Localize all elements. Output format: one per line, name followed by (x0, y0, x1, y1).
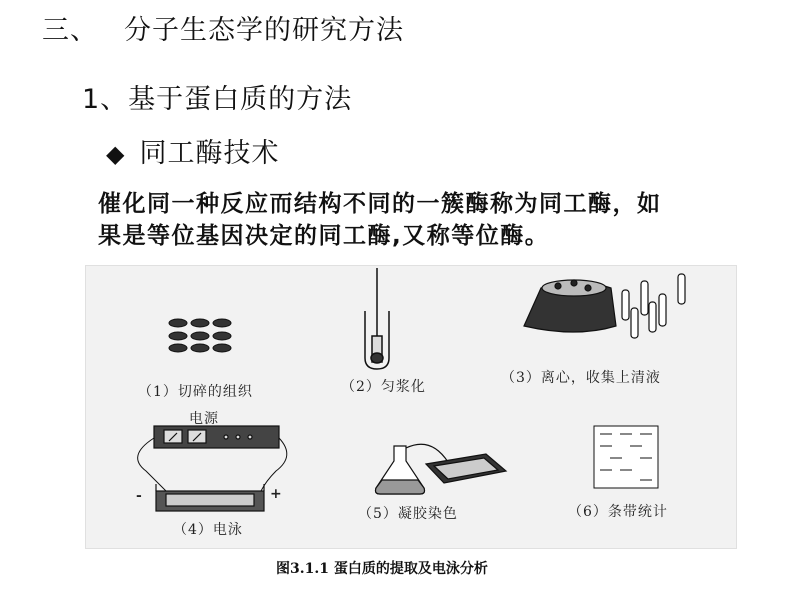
homogenizer-tube-icon (365, 268, 389, 369)
subsection-heading: 1、基于蛋白质的方法 (82, 84, 353, 115)
power-label: 电源 (189, 411, 219, 427)
bullet-heading (106, 131, 279, 170)
step-5-label: （5）凝胶染色 (358, 506, 458, 522)
section-title: 分子生态学的研究方法 (124, 15, 404, 46)
diamond-bullet-icon: ◆ (106, 140, 126, 168)
test-tubes-icon (622, 274, 685, 338)
step-3-label: （3）离心，收集上清液 (501, 370, 661, 386)
definition-paragraph (98, 188, 738, 252)
gel-tray-icon (426, 454, 506, 483)
power-supply-icon (154, 426, 279, 448)
procedure-figure (85, 265, 737, 549)
centrifuge-icon (524, 280, 616, 332)
plus-label: + (270, 486, 283, 502)
minus-label: - (136, 488, 143, 504)
tissue-pieces-icon (169, 319, 231, 352)
section-heading (42, 8, 404, 47)
gel-bands-icon (594, 426, 658, 488)
step-1-label: （1）切碎的组织 (138, 384, 253, 400)
figure-caption: 图3.1.1 蛋白质的提取及电泳分析 (276, 561, 488, 577)
step-4-label: （4）电泳 (173, 522, 243, 538)
bullet-title: 同工酶技术 (139, 138, 280, 169)
paragraph-line-2: 果是等位基因决定的同工酶,又称等位酶。 (98, 223, 550, 249)
step-6-label: （6）条带统计 (568, 504, 668, 520)
step-2-label: （2）匀浆化 (341, 379, 426, 395)
section-number: 三、 (42, 15, 98, 46)
electrophoresis-tank-icon (156, 484, 264, 511)
paragraph-line-1: 催化同一种反应而结构不同的一簇酶称为同工酶，如 (98, 191, 662, 217)
